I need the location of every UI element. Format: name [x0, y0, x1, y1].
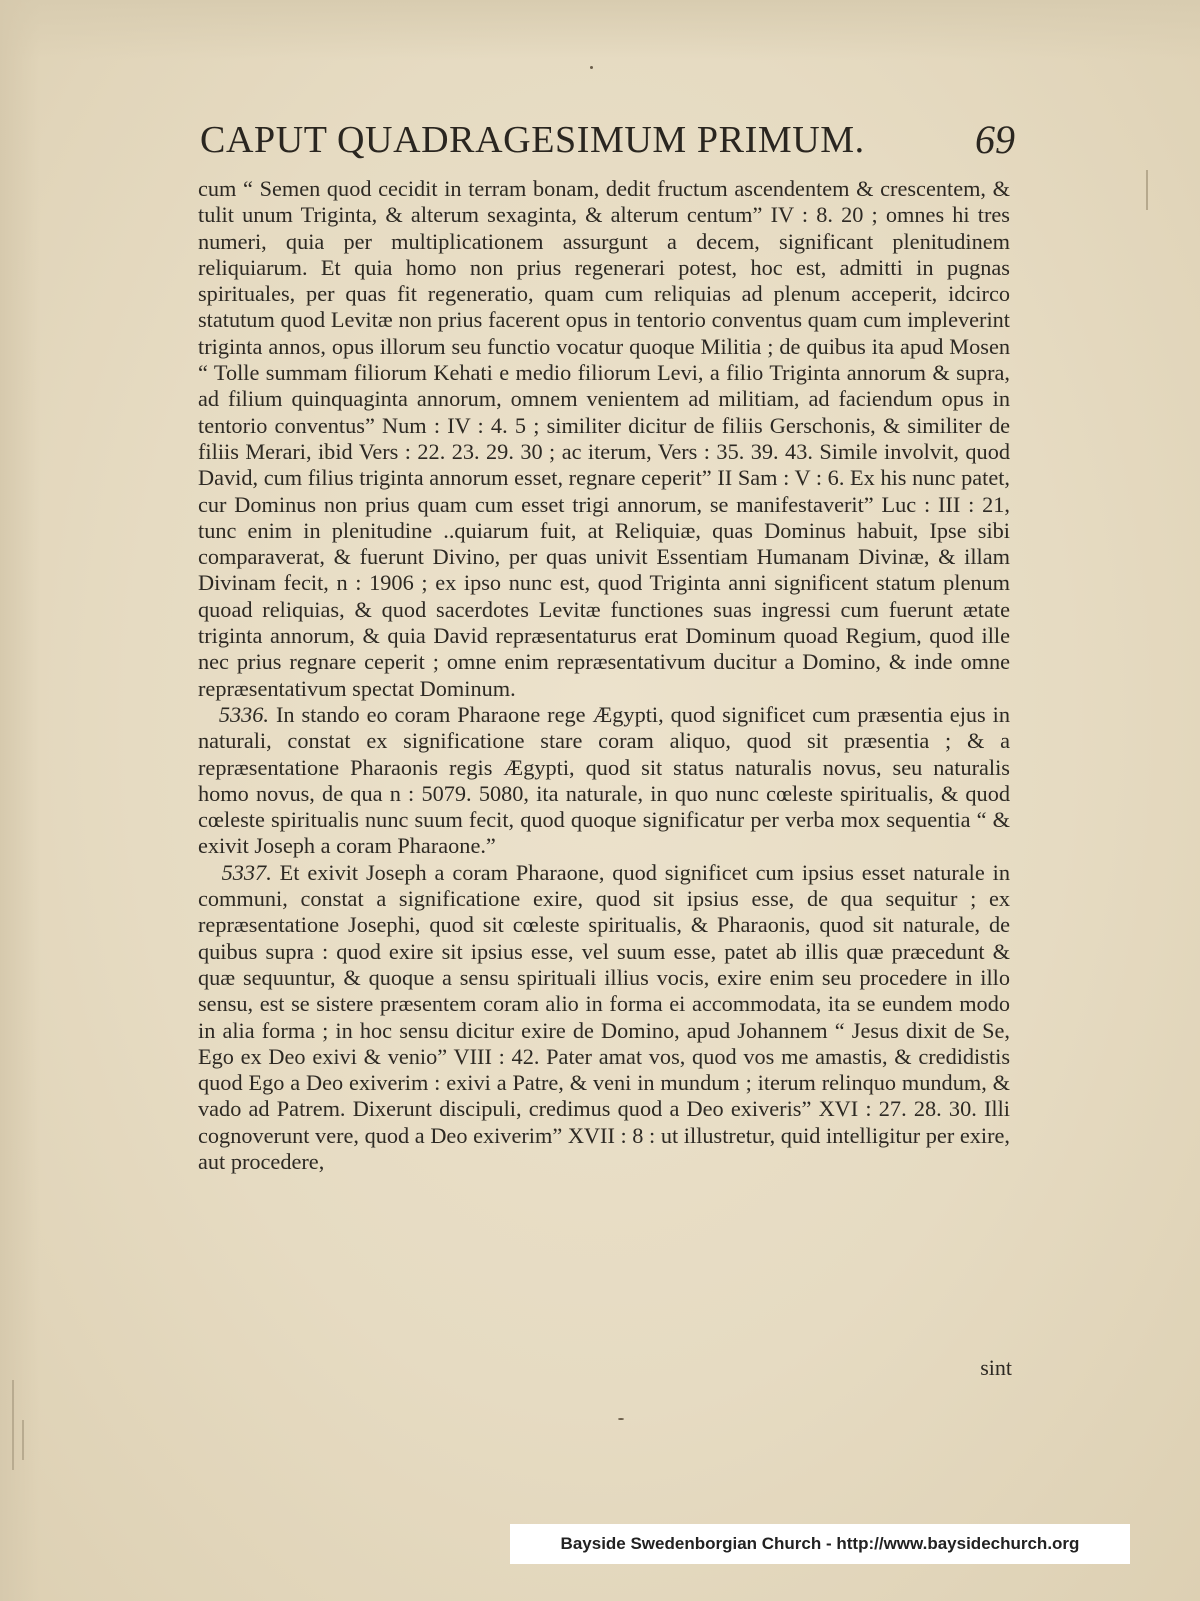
body-text: [198, 176, 1010, 1175]
page-edge-mark: [1146, 170, 1148, 210]
paragraph-number: 5337.: [221, 859, 272, 885]
paragraph-text: In stando eo coram Pharaone rege Ægypti, quod significet cum præsentia ejus in naturali, constat ex significatione stare coram aliquo, quod sit præsentia ; & a repræsentatione Pharaonis regis Ægypti, quod sit status naturalis novus, seu naturalis homo novus, de qua n : 5079. 5080, ita naturale, in quo nunc cœleste spiritualis, & quod cœleste spiritualis nunc suum fecit, quod quoque significatur per verba mox sequentia “ & exivit Joseph a coram Pharaone.”: [198, 701, 1010, 859]
ink-speck: [618, 1418, 624, 1420]
binding-mark: [12, 1380, 14, 1470]
page-shadow-left: [0, 0, 40, 1601]
paragraph-5336: [198, 702, 1010, 860]
paragraph-5337: [198, 860, 1010, 1176]
paragraph-text: cum “ Semen quod cecidit in terram bonam, dedit fructum ascendentem & crescentem, & tulit unum Triginta, & alterum sexaginta, & alterum centum” IV : 8. 20 ; omnes hi tres numeri, quia per multiplicationem assurgunt a decem, significant plenitudinem reliquiarum. Et quia homo non prius regenerari potest, hoc est, admitti in pugnas spirituales, per quas fit regeneratio, quam cum reliquias ad plenum acceperit, idcirco statutum quod Levitæ non prius facerent opus in tentorio conventus quam cum impleverint triginta annos, opus illorum seu functio vocatur quoque Militia ; de quibus ita apud Mosen “ Tolle summam filiorum Kehati e medio filiorum Levi, a filio Triginta annorum & supra, ad filium quinquaginta annorum, omnem venientem ad militiam, ad faciendum opus in tentorio conventus” Num : IV : 4. 5 ; similiter dicitur de filiis Gerschonis, & similiter de filiis Merari, ibid Vers : 22. 23. 29. 30 ; ac iterum, Vers : 35. 39. 43. Simile involvit, quod David, cum filius triginta annorum esset, regnare ceperit” II Sam : V : 6. Ex his nunc patet, cur Dominus non prius quam cum esset trigi annorum, se manifestaverit” Luc : III : 21, tunc enim in plenitudine ..quiarum fuit, at Reliquiæ, quas Dominus habuit, Ipse sibi comparaverat, & fuerunt Divino, per quas univit Essentiam Humanam Divinæ, & illam Divinam fecit, n : 1906 ; ex ipso nunc est, quod Triginta anni significent statum plenum quoad reliquias, & quod sacerdotes Levitæ functiones suas ingressi cum fuerunt ætate triginta annorum, & quia David repræsentaturus erat Dominum quoad Regium, quod ille nec prius regnare ceperit ; omne enim repræsentativum ducitur a Domino, & inde omne repræsentativum spectat Dominum.: [198, 176, 1010, 701]
page-shadow-top: [0, 0, 1200, 60]
running-header: [200, 110, 1015, 170]
paragraph-continuation: [198, 176, 1010, 702]
ink-speck: [590, 66, 593, 69]
chapter-title: CAPUT QUADRAGESIMUM PRIMUM.: [200, 119, 865, 161]
catchword: sint: [980, 1355, 1012, 1380]
paragraph-number: 5336.: [218, 701, 269, 727]
binding-mark: [22, 1420, 24, 1460]
footer-banner: [510, 1524, 1130, 1564]
footer-credit: Bayside Swedenborgian Church - http://www.baysidechurch.org: [560, 1534, 1080, 1553]
paragraph-text: Et exivit Joseph a coram Pharaone, quod significet cum ipsius esset naturale in communi, constat a significatione exire, quod sit ipsius esse, de qua sequitur ; ex repræsentatione Josephi, quod sit cœleste spiritualis, & Pharaonis, quod sit naturale, de quibus supra : quod exire sit ipsius esse, vel suum esse, patet ab illis quæ præcedunt & quæ sequuntur, & quoque a sensu spirituali illius vocis, exire enim seu procedere in illo sensu, est se sistere præsentem coram alio in forma ei accommodata, ita se eundem modo in alia forma ; in hoc sensu dicitur exire de Domino, apud Johannem “ Jesus dixit de Se, Ego ex Deo exivi & venio” VIII : 42. Pater amat vos, quod vos me amastis, & credidistis quod Ego a Deo exiverim : exivi a Patre, & veni in mundum ; iterum relinquo mundum, & vado ad Patrem. Dixerunt discipuli, credimus quod a Deo exiveris” XVI : 27. 28. 30. Illi cognoverunt vere, quod a Deo exiverim” XVII : 8 : ut illustretur, quid intelligitur per exire, aut procedere,: [198, 859, 1010, 1174]
page-number: 69: [975, 117, 1015, 162]
